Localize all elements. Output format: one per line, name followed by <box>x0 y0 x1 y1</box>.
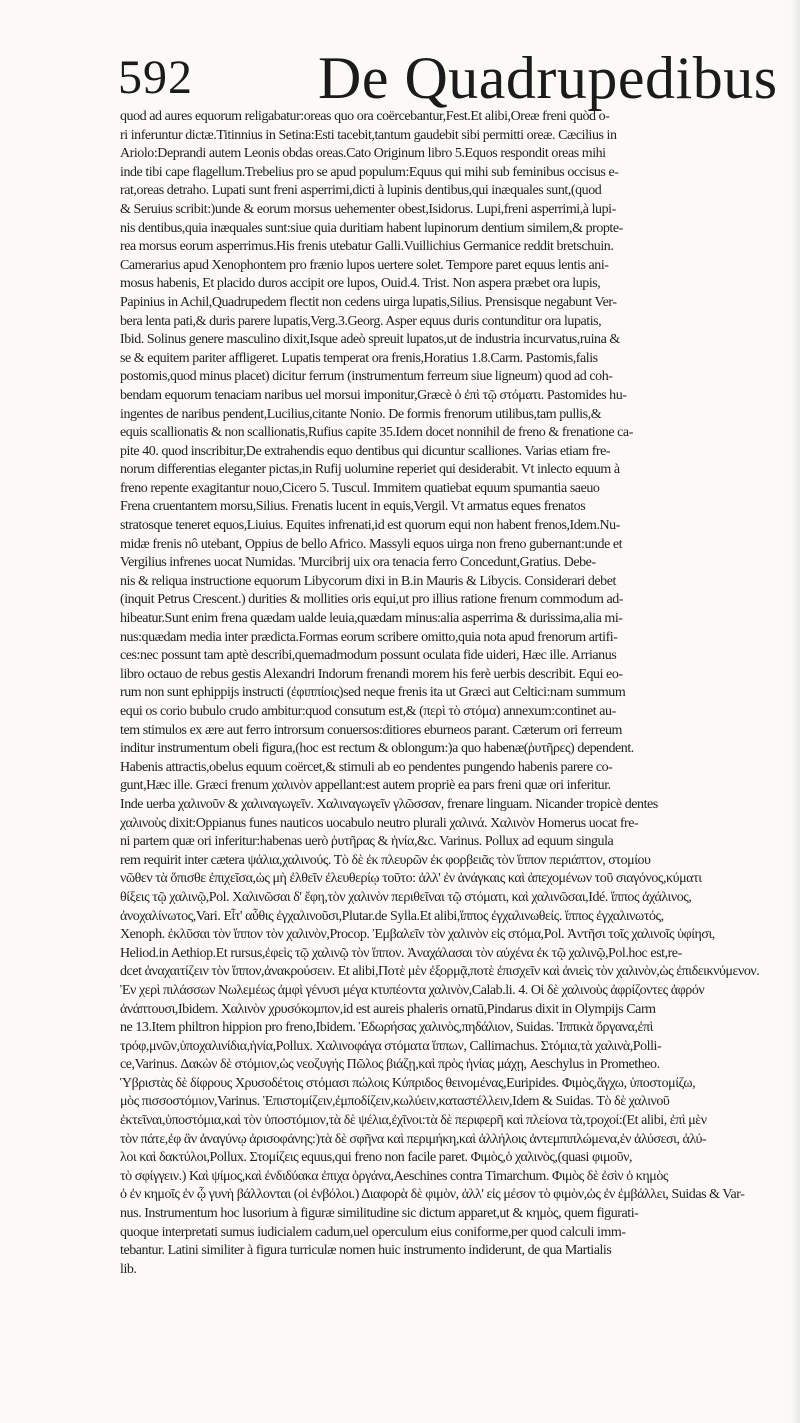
text-line: Heliod.in Aethiop.Et rursus,ἐφεὶς τῷ χαλινῷ τὸν ἵππον. Ἀναχάλασαι τὸν αὐχένα ἐκ τῷ χαλινῷ,Pol.hoc est,re- <box>120 945 682 961</box>
text-line: pite 40. quod inscribitur,De extrahendis equo dentibus qui dicuntur scalliones. Varias etiam fre- <box>120 443 611 459</box>
text-line: ἐκτεῖναι,ὑποστόμια,καὶ τὸν ὑποστόμιον,τὰ δὲ ψέλια,ἐχῖνοι:τὰ δὲ περιφερῆ καὶ πλείονα τὰ,τροχοί:(Et alibi, ἐπὶ μὲν <box>120 1113 707 1129</box>
text-line: postomis,quod minus placet) dicitur ferrum (instrumentum ferreum siue ligneum) quod ad coh- <box>120 369 613 385</box>
text-line: Frena cruentantem morsu,Silius. Frenatis lucent in equis,Vergil. Vt armatus eques frenatos <box>120 499 586 515</box>
text-line: ὁ ἐν κημοῖς ἐν ᾧ γυνὴ βάλλονται (οἱ ἐνβόλοι.) Διαφορὰ δὲ φιμὸν, ἀλλ' εἰς μέσον τὸ φιμὸν,ὡς ἐν ἐμβάλλει, Suidas & Var- <box>120 1187 745 1203</box>
text-line: τὸ σφίγγειν.) Καὶ ψίμος,καὶ ἐνδιδύακα ἐπιχα ὀργάνα,Aeschines contra Timarchum. Φιμὸς δὲ ἐσὶν ὁ κημὸς <box>120 1168 668 1184</box>
text-line: nus. Instrumentum hoc lusorium à figuræ similitudine sic dictum apparet,ut & κημὸς, quem figurati- <box>120 1206 639 1222</box>
text-line: tebantur. Latini similiter à figura turriculæ nomen huic instrumento indiderunt, de qua Martialis <box>120 1243 612 1259</box>
text-line: ni partem quæ ori inferitur:habenas uerò ῥυτῆρας & ἡνία,&c. Varinus. Pollux ad equum singula <box>120 834 614 850</box>
text-line: μὸς πισσοστόμιον,Varinus. Ἐπιστομίζειν,ἐμποδίζειν,κωλύειν,καταστέλλειν,Idem & Suidas. Τὸ δὲ χαλινοῦ <box>120 1094 670 1110</box>
body-text <box>120 108 800 1348</box>
text-line: ἀνοχαλίνωτος,Vari. Εἶτ' αὖθις ἐγχαλινοῦσι,Plutar.de Sylla.Et alibi,ἵππος ἐγχαλινωθείς. ἵππος ἐγχαλινωτός, <box>120 908 664 924</box>
text-line: inditur instrumentum obeli figura,(hoc est rectum & oblongum:)a quo habenæ(ῥυτῆρες) dependent. <box>120 741 634 757</box>
text-line: ne 13.Item philtron hippion pro freno,Ibidem. Ἐδωρήσας χαλινὸς,πηδάλιον, Suidas. Ἱππικὰ ὄργανα,ἐπὶ <box>120 1020 653 1036</box>
text-line: Papinius in Achil,Quadrupedem flectit non cedens uirga lupatis,Silius. Prensisque negabunt Ver- <box>120 294 617 310</box>
page-number: 592 <box>118 51 193 104</box>
text-line: Inde uerba χαλινοῦν & χαλιναγωγεῖν. Χαλιναγωγεῖν γλῶσσαν, frenare linguam. Nicander tropicè dentes <box>120 796 658 812</box>
text-line: ingentes de naribus pendent,Lucilius,citante Nonio. De formis frenorum utilibus,tam pullis,& <box>120 406 602 422</box>
text-line: νῶθεν τὰ ὅπισθε ἐπιχεῖσα,ὡς μὴ ἐλθεῖν ἐλευθερίῳ τοῦτο: ἀλλ' ἐν ἀνάγκαις καὶ ἀπεχομένων τοῦ σιαγόνος,κύματι <box>120 871 702 887</box>
text-line: & Seruius scribit:)unde & eorum morsus uehementer obest,Isidorus. Lupi,freni asperrimi,à lupi- <box>120 201 616 217</box>
text-line: quoque interpretati sumus iudicialem cadum,uel operculum eius coniforme,per quod calculi imm- <box>120 1224 626 1240</box>
text-line: Xenoph. ἐκλῦσαι τὸν ἵππον τὸν χαλινὸν,Procop. Ἐμβαλεῖν τὸν χαλινὸν εἰς στόμα,Pol. Ἀντῆσι τοῖς χαλινοῖς ὑφίησι, <box>120 927 715 943</box>
text-line: rem requirit inter cætera ψάλια,χαλινούς. Τὸ δὲ ἐκ πλευρῶν ἐκ φορβειᾶς τὸν ἵππον περιάπτον, στομίου <box>120 852 651 868</box>
text-line: rea morsus eorum asperrimus.His frenis utebatur Galli.Vuillichius Germanice reddit bretschuin. <box>120 239 614 255</box>
text-line: libro octauo de rebus gestis Alexandri Indorum frenandi morem his ferè uerbis describit. Equi eo- <box>120 666 623 682</box>
text-line: midæ frenis nô utebant, Oppius de bello Africo. Massyli equos uirga non freno gubernant:unde et <box>120 536 623 552</box>
text-line: Ibid. Solinus genere masculino dixit,Isque adeò spreuit lupatos,ut de industria incurvatus,ruina & <box>120 332 620 348</box>
text-line: freno repente exagitantur nouo,Cicero 5. Tuscul. Immitem quatiebat equum spumantia saeuo <box>120 480 600 496</box>
text-line: Vergilius infrenes uocat Numidas. 'Murcibrij uix ora tenacia ferro Concedunt,Gratius. Debe- <box>120 555 596 571</box>
text-line: rum non sunt ephippijs instructi (ἐφιππίοις)sed neque frenis ita ut Græci aut Celtici:nam summum <box>120 685 626 701</box>
text-line: λοι καὶ δακτύλοι,Pollux. Στομίζεις equus,qui freno non facile paret. Φιμὸς,ὁ χαλινὸς,(quasi φιμοῦν, <box>120 1150 633 1166</box>
text-line: (inquit Petrus Crescent.) durities & mollities oris equi,ut pro illius ratione frenum commodum ad- <box>120 592 623 608</box>
text-line: quod ad aures equorum religabatur:oreas quo ora coërcebantur,Fest.Et alibi,Oreæ freni quòd o- <box>120 109 610 124</box>
text-line: tem stimulos ex ære aut ferro introrsum conuersos:ditiores eburneos parant. Cæterum ori ferreum <box>120 722 622 738</box>
text-line: lib. <box>120 1261 137 1277</box>
text-line: hibeatur.Sunt enim frena quædam ualde leuia,quædam minus:alia asperrima & durissima,alia mi- <box>120 611 623 627</box>
running-title: De Quadrupedibus <box>318 45 778 111</box>
text-line: Ἐν χερὶ πιλάσσων Νωλεμέως ἀμφὶ γένυσι μέγα κτυπέοντα χαλινὸν,Calab.li. 4. Οἱ δὲ χαλινοὺς ἀφρίζοντες ἀφρόν <box>120 982 705 998</box>
text-line: rat,oreas detraho. Lupati sunt freni asperrimi,dicti à lupinis dentibus,qui inæquales sunt,(quod <box>120 183 602 199</box>
text-line: ce,Varinus. Δακὼν δὲ στόμιον,ὡς νεοζυγής Πῶλος βιάζῃ,καὶ πρὸς ἡνίας μάχῃ, Aeschylus in Prometheo. <box>120 1057 660 1073</box>
text-line: ἀνάπτουσι,Ibidem. Χαλινὸν χρυσόκομπον,id est aureis phaleris ornatū,Pindarus dixit in Olympijs Carm <box>120 1001 656 1017</box>
text-line: nis & reliqua instructione equorum Libycorum dixi in B.in Mauris & Libycis. Considerari debet <box>120 573 616 589</box>
text-line: τρόφ,μνῶν,ὑποχαλινίδια,ἡνία,Pollux. Χαλινοφάγα στόματα ἵππων, Callimachus. Στόμια,τὰ χαλινὰ,Polli- <box>120 1038 662 1054</box>
text-line: gunt,Hæc ille. Græci frenum χαλινὸν appellant:est autem propriè ea pars freni quæ ori inferitur. <box>120 778 611 794</box>
text-line: equi os corio bubulo crudo ambitur:quod consutum est,& (περὶ τὸ στόμα) annexum:continet au- <box>120 704 616 719</box>
text-line: mosus habenis, Et placido duros accipit ore lupos, Ouid.4. Trist. Non aspera præbet ora lupis, <box>120 276 601 292</box>
text-line: inde tibi cape flagellum.Trebelius pro se apud populum:Equus qui mihi sub feminibus occisus e- <box>120 164 619 180</box>
text-line: dcet ἀναχαιτίζειν τὸν ἵππον,ἀνακρούσειν. Et alibi,Ποτὲ μὲν ἐξορμᾷ,ποτὲ ἐπισχεῖν καὶ ἀνιεὶς τὸν χαλινὸν,ὡς ἐπιδεικνύμενον. <box>120 964 760 980</box>
text-line: Camerarius apud Xenophontem pro frænio lupos uertere solet. Tempore paret equus lentis ani- <box>120 257 609 273</box>
text-line: equis scallionatis & non scallionatis,Rufius capite 35.Idem docet nonnihil de freno & frenatione ca- <box>120 425 633 441</box>
text-line: ces:nec possunt tam aptè describi,quemadmodum possunt oculata fide uideri, Hæc ille. Arrianus <box>120 648 617 664</box>
text-line: norum differentias eleganter pictas,in Rufij uolumine reperiet qui desiderabit. Vt inlecto equum à <box>120 462 620 478</box>
text-line: bera lenta pati,& duris parere lupatis,Verg.3.Georg. Asper equus duris contunditur ora lupatis, <box>120 313 602 329</box>
page-edge-shadow <box>790 0 800 1423</box>
text-line: τὸν πάτε,ἐφ ἃν ἀναγύνῳ ἀρισοφάνης:)τὰ δὲ σφῆνα καὶ περιμήκη,καὶ ἀλλήλοις ἀντεμπιπλώμενα,ἐν ἀλύσεσι, ἀλύ- <box>120 1131 707 1147</box>
text-line: stratosque teneret equos,Liuius. Equites infrenati,id est quorum equi non habent frenos,Idem.Nu- <box>120 518 620 534</box>
text-line: Ὑβριστὰς δὲ δίφρους Χρυσοδέτοις στόμασι πώλοις Κύπριδος θεινομένας,Euripides. Φιμὸς,ἄγχω, ὑποστομίζω, <box>120 1075 696 1091</box>
text-line: nus:quædam media inter prædicta.Formas eorum scribere omitto,quia nota apud frenorum artifi- <box>120 629 618 645</box>
text-line: θίξεις τῷ χαλινῷ,Pol. Χαλινῶσαι δ' ἔφη,τὸν χαλινὸν περιθεῖναι τῷ στόματι, καὶ χαλινῶσαι,Idé. ἵππος ἀχάλινος, <box>120 889 692 905</box>
text-line: ri inferuntur dictæ.Titinnius in Setina:Esti tacebit,tantum gaudebit sibi permitti oreæ. Cæcilius in <box>120 127 617 143</box>
text-line: χαλινοὺς dixit:Oppianus funes nauticos uocabulo neutro plurali χαλινά. Χαλινὸν Homerus uocat fre- <box>120 815 639 831</box>
text-line: Habenis attractis,obelus equum coërcet,& stimuli ab eo pendentes pungendo habenis parere co- <box>120 759 613 775</box>
text-line: bendam equorum tenaciam naribus uel morsui imponitur,Græcè ὁ ἐπὶ τῷ στόματι. Pastomides hu- <box>120 387 627 403</box>
text-line: Ariolo:Deprandi autem Leonis obdas oreas.Cato Originum libro 5.Equos respondit oreas mihi <box>120 146 606 162</box>
text-line: se & equitem pariter affligeret. Lupatis temperat ora frenis,Horatius 1.8.Carm. Pastomis,falis <box>120 350 598 366</box>
text-line: nis dentibus,quia inæquales sunt:siue quia duritiam habent lupinorum dentium similem,& propte- <box>120 220 623 236</box>
